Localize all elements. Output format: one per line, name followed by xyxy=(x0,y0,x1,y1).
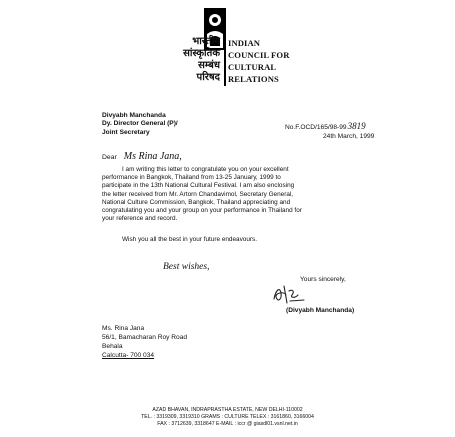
body-paragraph-1 xyxy=(102,166,362,223)
english-line: INDIAN xyxy=(228,38,261,48)
sender-title: Dy. Director General (P)/ xyxy=(102,120,178,128)
sender-block xyxy=(102,112,302,137)
signature xyxy=(270,283,310,307)
body-line: performance in Bangkok, Thailand from 13-25 January, 1999 to xyxy=(102,174,281,182)
yours-sincerely: Yours sincerely, xyxy=(300,276,346,283)
english-org-name xyxy=(228,37,318,85)
english-line: RELATIONS xyxy=(228,74,279,84)
footer-line: AZAD BHAVAN, INDRAPRASTHA ESTATE, NEW DELHI-110002 xyxy=(152,407,303,413)
handwritten-best-wishes: Best wishes, xyxy=(163,262,210,272)
salutation xyxy=(102,146,302,164)
sender-name: Divyabh Manchanda xyxy=(102,112,166,119)
signer-name: (Divyabh Manchanda) xyxy=(286,307,355,314)
reference-line xyxy=(285,122,445,132)
salutation-dear: Dear xyxy=(102,154,117,161)
recipient-line: Ms. Rina Jana xyxy=(102,325,145,332)
handwritten-recipient-name: Ms Rina Jana, xyxy=(123,151,182,162)
sender-title: Joint Secretary xyxy=(102,128,150,136)
hindi-line: सम्बंध xyxy=(198,60,220,71)
english-line: CULTURAL xyxy=(228,62,277,72)
letter-date: 24th March, 1999 xyxy=(323,133,375,140)
body-line: the letter received from Mr. Artorn Chandavimol, Secretary General, xyxy=(102,190,294,198)
recipient-line: 56/1, Bamacharan Roy Road xyxy=(102,334,188,341)
recipient-address xyxy=(102,324,302,360)
body-line: I am writing this letter to congratulate you on your excellent xyxy=(122,166,289,173)
body-paragraph-2 xyxy=(122,236,362,244)
footer-line: TEL. : 3319309, 3319310 GRAMS : CULTURE TELEX : 3161860, 3166004 xyxy=(141,414,314,420)
body-line: Wish you all the best in your future endeavours. xyxy=(122,236,257,243)
recipient-line: Calcutta- 700 034 xyxy=(102,352,155,359)
hindi-org-name xyxy=(140,36,220,84)
hindi-line: सांस्कृतिक xyxy=(183,48,220,59)
reference-block xyxy=(285,122,445,141)
body-line: your reference and record. xyxy=(102,215,178,223)
reference-number: No.F.OCD/165/98-99 xyxy=(285,124,347,131)
english-line: COUNCIL FOR xyxy=(228,50,290,60)
body-line: participate in the 13th National Cultural Festival. I am also enclosing xyxy=(102,182,295,190)
letterhead xyxy=(140,8,320,106)
handwritten-ref: 3819 xyxy=(347,121,366,131)
letterhead-divider xyxy=(224,36,226,86)
body-line: congratulating you and your group on your performance in Thailand for xyxy=(102,207,302,215)
recipient-line: Behala xyxy=(102,343,123,350)
hindi-line: भारतीय xyxy=(192,36,220,47)
body-line: National Culture Commission, Bangkok, Thailand appreciating and xyxy=(102,198,291,206)
hindi-line: परिषद xyxy=(196,72,220,83)
letterhead-footer xyxy=(100,407,355,428)
footer-line: FAX : 3712639, 3318647 E-MAIL : iccr @ giasdl01.vsnl.net.in xyxy=(157,421,298,427)
